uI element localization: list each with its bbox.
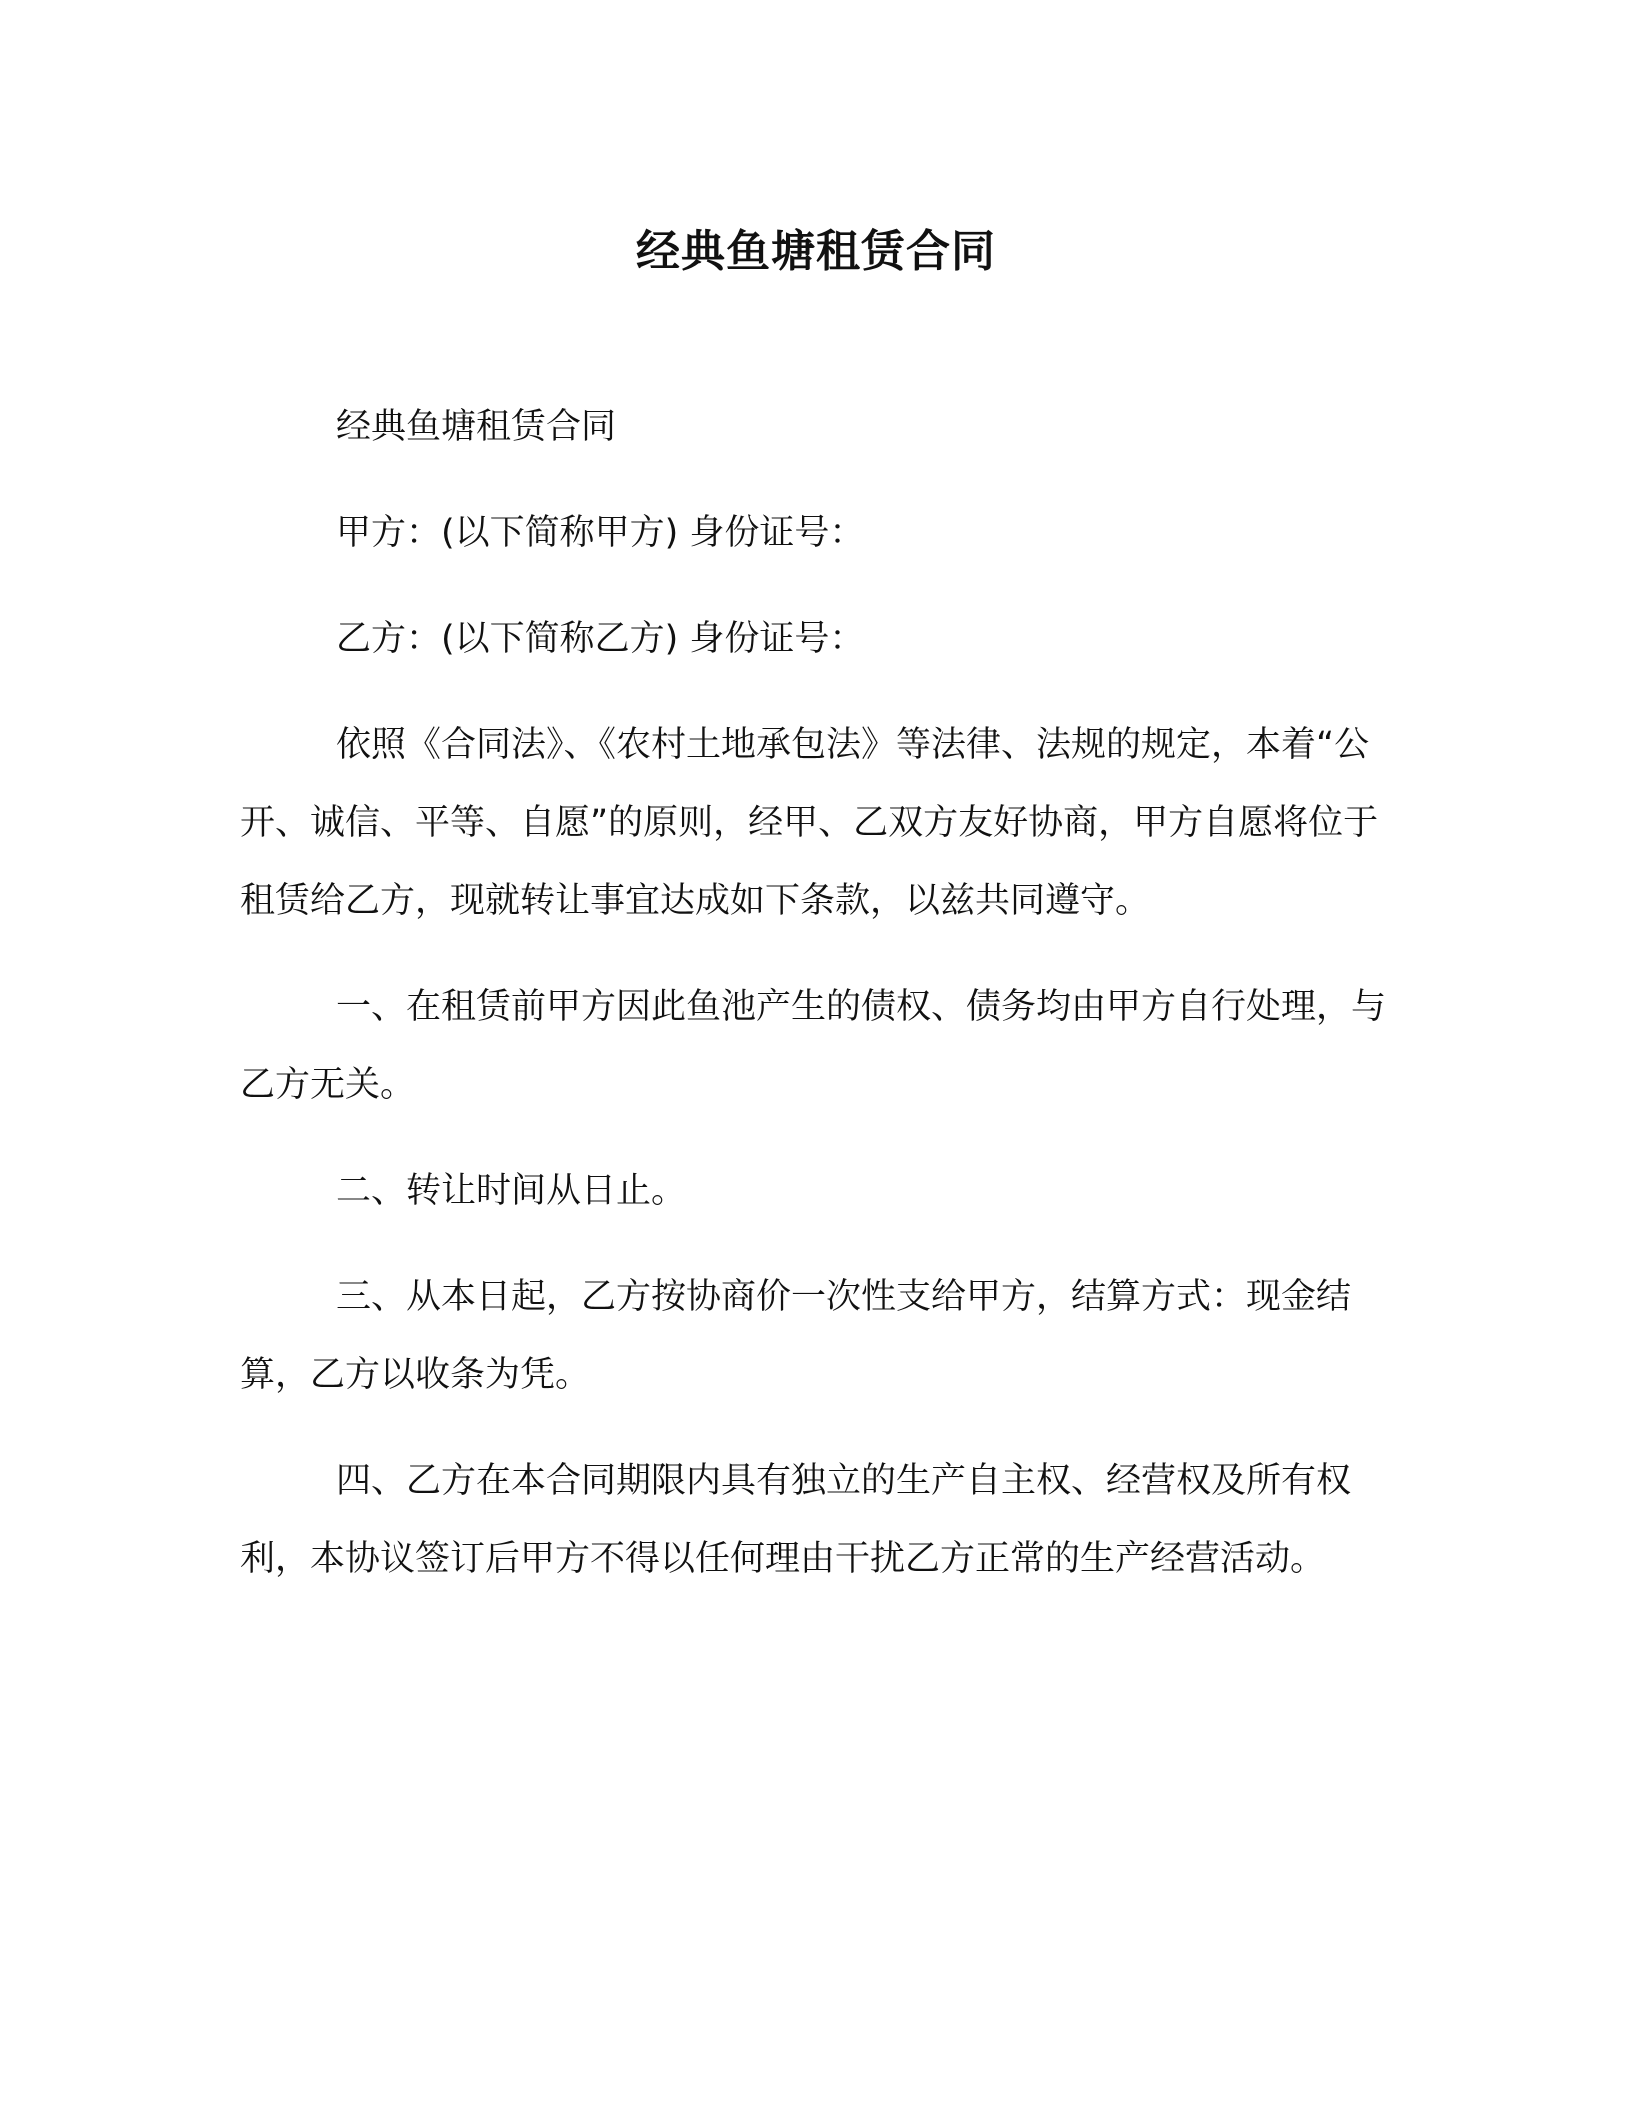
preamble-paragraph: 依照《合同法》、《农村土地承包法》等法律、法规的规定，本着“公开、诚信、平等、自愿”的原则，经甲、乙双方友好协商，甲方自愿将位于租赁给乙方，现就转让事宜达成如下条款，以兹共同遵守。	[240, 725, 1379, 921]
subtitle-paragraph: 经典鱼塘租赁合同	[336, 407, 617, 447]
clause-1-paragraph: 一、在租赁前甲方因此鱼池产生的债权、债务均由甲方自行处理，与乙方无关。	[240, 987, 1387, 1105]
clause-2-paragraph: 二、转让时间从日止。	[336, 1171, 687, 1211]
clause-4-paragraph: 四、乙方在本合同期限内具有独立的生产自主权、经营权及所有权利，本协议签订后甲方不得以任何理由干扰乙方正常的生产经营活动。	[240, 1461, 1352, 1579]
clause-3-paragraph: 三、从本日起，乙方按协商价一次性支给甲方，结算方式：现金结算，乙方以收条为凭。	[240, 1277, 1352, 1395]
party-b-line: 乙方：(以下简称乙方) 身份证号：	[336, 619, 865, 659]
document-title: 经典鱼塘租赁合同	[636, 226, 996, 277]
party-a-line: 甲方：(以下简称甲方) 身份证号：	[336, 513, 865, 553]
document-body	[240, 388, 1400, 1626]
